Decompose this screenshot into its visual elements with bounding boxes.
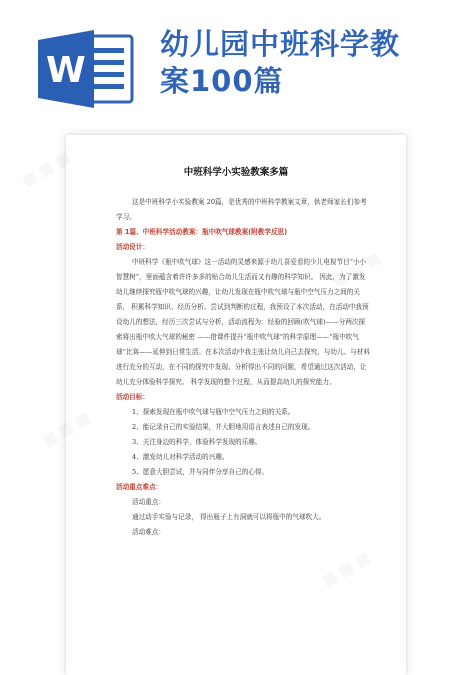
document-body — [116, 195, 371, 540]
watermark-mark: ▦ ▦ ▦ — [18, 148, 74, 190]
list-item: 4、激发幼儿对科学活动的兴趣。 — [132, 453, 229, 461]
key-label: 活动重点： — [132, 498, 165, 506]
list-item: 3、关注身边的科学，体验科学发现的乐趣。 — [132, 438, 262, 446]
key-text: 通过动手实验与记录， 得出瓶子上有洞就可以将瓶中的气球吹大。 — [132, 513, 326, 521]
section-heading: 第 1篇、中班科学活动教案：瓶中吹气球教案(附教学反思) — [116, 228, 288, 236]
banner-title — [160, 26, 460, 100]
watermark-mark: ▦ — [38, 427, 61, 450]
document-title: 中班科学小实验教案多篇 — [183, 167, 289, 178]
goals-list — [116, 405, 371, 480]
word-icon-letter: W — [46, 50, 86, 91]
list-item: 1、探索发现在瓶中吹气球与瓶中空气压力之间的关系。 — [132, 408, 295, 416]
banner-title-line2: 案100篇 — [160, 64, 284, 98]
goals-heading: 活动目标： — [116, 393, 149, 401]
key-heading: 活动重点难点： — [116, 483, 163, 491]
word-document-icon — [38, 30, 134, 108]
document-page — [66, 135, 406, 675]
difficulty-label: 活动难点： — [132, 528, 165, 536]
list-item: 2、能记录自己的实验结果，并大胆地用语言表述自己的发现。 — [132, 423, 315, 431]
list-item: 5、愿意大胆尝试，并与同伴分享自己的心得。 — [132, 468, 269, 476]
design-heading: 活动设计： — [116, 243, 149, 251]
design-paragraph: 中班科学《瓶中吹气球》这一活动的灵感来源于幼儿喜爱看的少儿电视节目“小小智慧树”，里面蕴含着许许多多的贴合幼儿生活而又有趣的科学知识。 因此，为了激发幼儿继续探究瓶中吹气球的兴趣，让幼儿发现在瓶中吹气球与瓶中空气压力之间的关系， 积累科学知识、经历分析、尝试到判断的过程，我预设了本次活动，在活动中我预设幼儿的想法，经历三次尝试与分析，活动流程为：经验的回顾(吹气球)——分两次探索将出瓶中吹大气球的秘密 ——借课件提升“瓶中吹气球”的科学原理——“瓶中吹气球”比赛——延伸到日常生活。在本次活动中我主张让幼儿自己去探究，与幼儿、与材料进行充分的互动，在不同的探究中发现、分析得出不同的问题，希望通过这次活动，让幼儿充分体验科学探究、 科学发现的整个过程，从而提高幼儿的探究能力。 — [116, 258, 370, 386]
banner — [0, 0, 474, 118]
intro-paragraph: 这是中班科学小实验教案 20篇，是优秀的中班科学教案文章，供老师家长们参考学习。 — [116, 198, 367, 221]
banner-title-line1: 幼儿园中班科学教 — [160, 27, 401, 61]
